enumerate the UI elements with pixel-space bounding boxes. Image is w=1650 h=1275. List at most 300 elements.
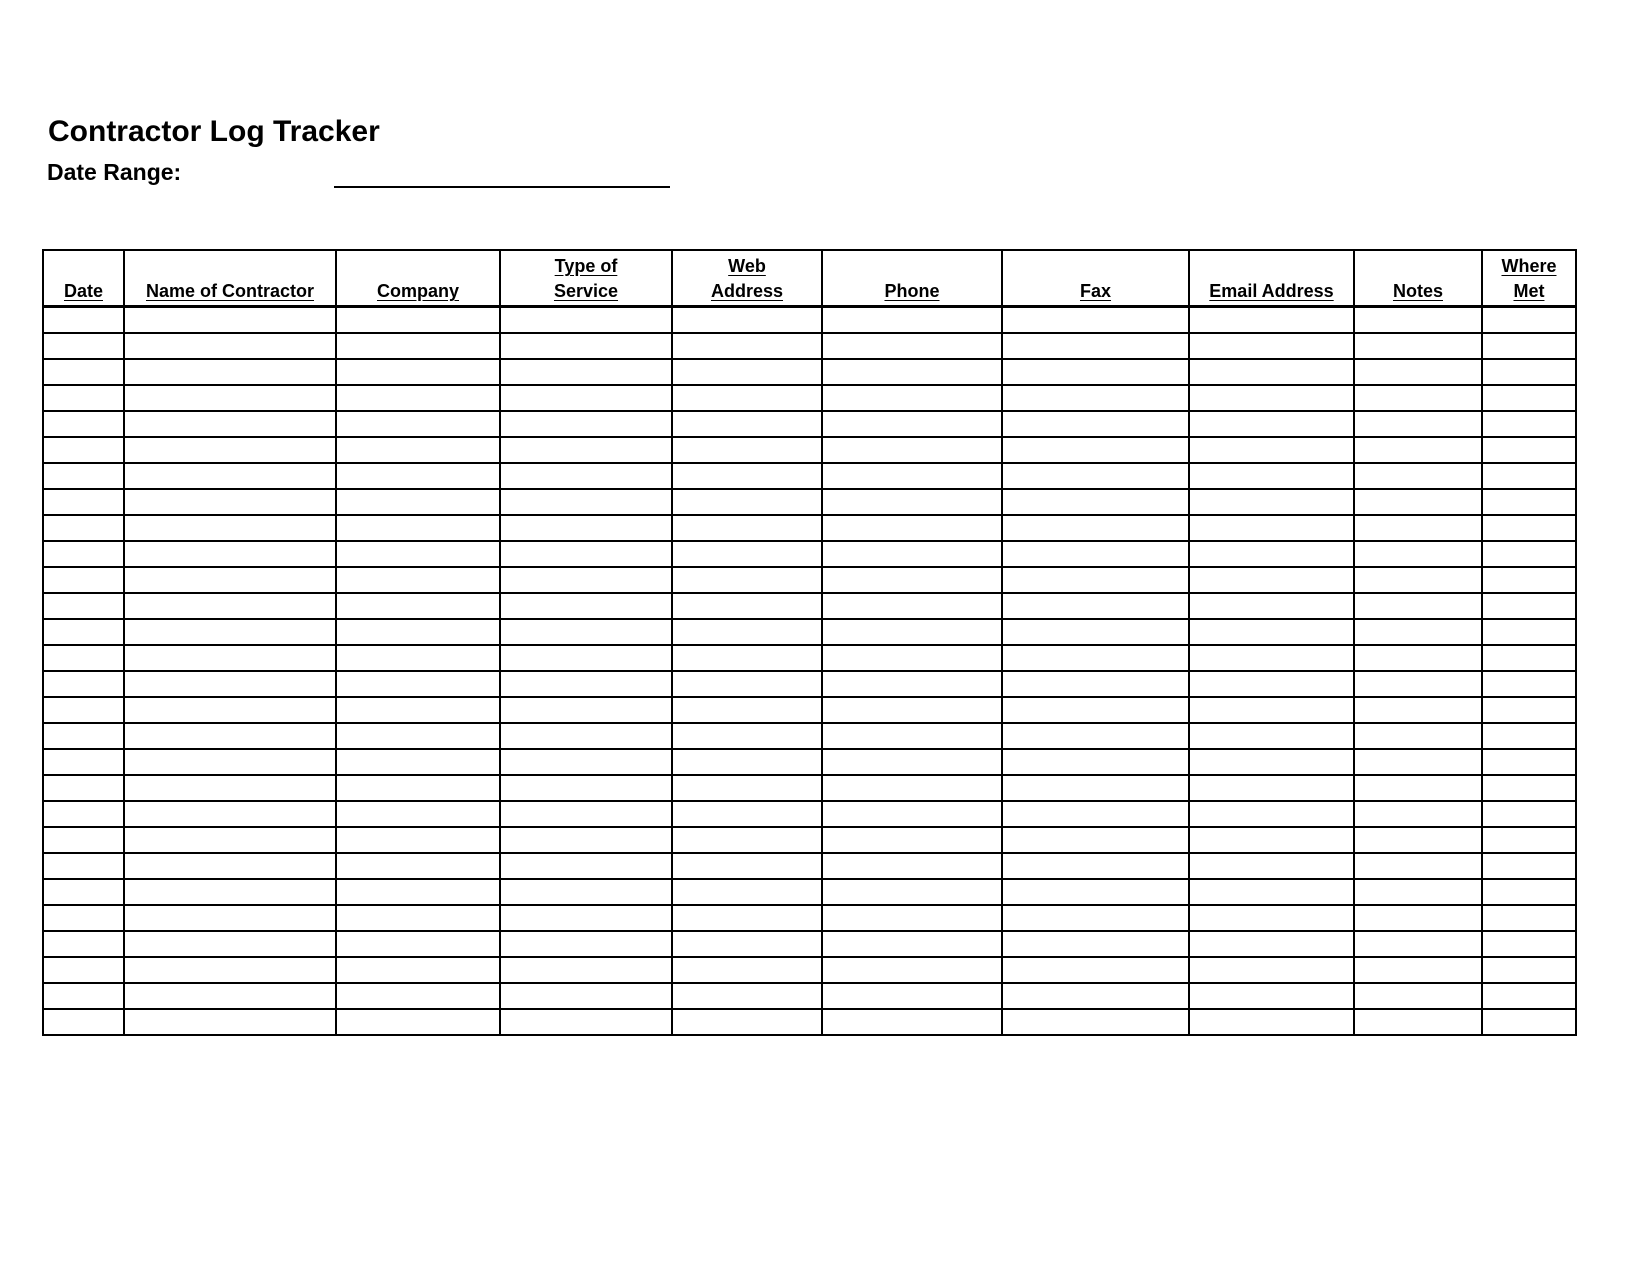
table-cell-email-address[interactable]: [1189, 749, 1354, 775]
table-cell-email-address[interactable]: [1189, 827, 1354, 853]
table-cell-company[interactable]: [336, 385, 500, 411]
table-row: [43, 775, 1576, 801]
table-cell-type-of-service[interactable]: [500, 359, 672, 385]
table-cell-date[interactable]: [43, 411, 124, 437]
table-cell-notes[interactable]: [1354, 723, 1482, 749]
table-cell-notes[interactable]: [1354, 749, 1482, 775]
table-cell-type-of-service[interactable]: [500, 567, 672, 593]
table-cell-notes[interactable]: [1354, 359, 1482, 385]
table-cell-type-of-service[interactable]: [500, 983, 672, 1009]
table-cell-web-address[interactable]: [672, 1009, 822, 1035]
table-cell-where-met[interactable]: [1482, 437, 1576, 463]
table-cell-where-met[interactable]: [1482, 723, 1576, 749]
table-cell-type-of-service[interactable]: [500, 385, 672, 411]
table-cell-email-address[interactable]: [1189, 515, 1354, 541]
table-cell-phone[interactable]: [822, 931, 1002, 957]
table-cell-phone[interactable]: [822, 463, 1002, 489]
table-cell-phone[interactable]: [822, 1009, 1002, 1035]
table-cell-where-met[interactable]: [1482, 515, 1576, 541]
table-cell-email-address[interactable]: [1189, 593, 1354, 619]
table-cell-date[interactable]: [43, 671, 124, 697]
table-cell-email-address[interactable]: [1189, 905, 1354, 931]
table-cell-phone[interactable]: [822, 983, 1002, 1009]
table-cell-company[interactable]: [336, 801, 500, 827]
table-cell-phone[interactable]: [822, 697, 1002, 723]
table-cell-web-address[interactable]: [672, 463, 822, 489]
table-cell-email-address[interactable]: [1189, 333, 1354, 359]
table-cell-where-met[interactable]: [1482, 1009, 1576, 1035]
table-cell-notes[interactable]: [1354, 385, 1482, 411]
table-cell-web-address[interactable]: [672, 359, 822, 385]
table-cell-name-of-contractor[interactable]: [124, 463, 336, 489]
table-cell-company[interactable]: [336, 463, 500, 489]
table-cell-date[interactable]: [43, 359, 124, 385]
table-cell-name-of-contractor[interactable]: [124, 853, 336, 879]
table-cell-company[interactable]: [336, 671, 500, 697]
table-cell-type-of-service[interactable]: [500, 1009, 672, 1035]
table-cell-notes[interactable]: [1354, 957, 1482, 983]
table-cell-fax[interactable]: [1002, 489, 1189, 515]
table-cell-phone[interactable]: [822, 593, 1002, 619]
table-cell-notes[interactable]: [1354, 801, 1482, 827]
table-cell-phone[interactable]: [822, 385, 1002, 411]
table-cell-where-met[interactable]: [1482, 853, 1576, 879]
table-cell-date[interactable]: [43, 853, 124, 879]
table-cell-type-of-service[interactable]: [500, 931, 672, 957]
table-cell-phone[interactable]: [822, 515, 1002, 541]
table-cell-web-address[interactable]: [672, 957, 822, 983]
table-cell-web-address[interactable]: [672, 411, 822, 437]
table-cell-name-of-contractor[interactable]: [124, 827, 336, 853]
table-cell-notes[interactable]: [1354, 983, 1482, 1009]
table-cell-company[interactable]: [336, 619, 500, 645]
table-cell-email-address[interactable]: [1189, 1009, 1354, 1035]
table-cell-email-address[interactable]: [1189, 489, 1354, 515]
table-cell-fax[interactable]: [1002, 463, 1189, 489]
table-row: [43, 567, 1576, 593]
table-cell-web-address[interactable]: [672, 853, 822, 879]
table-cell-company[interactable]: [336, 593, 500, 619]
table-cell-type-of-service[interactable]: [500, 645, 672, 671]
table-cell-type-of-service[interactable]: [500, 593, 672, 619]
table-cell-date[interactable]: [43, 957, 124, 983]
table-cell-name-of-contractor[interactable]: [124, 957, 336, 983]
table-cell-date[interactable]: [43, 619, 124, 645]
column-header-label: Date: [63, 281, 103, 301]
table-cell-fax[interactable]: [1002, 697, 1189, 723]
table-cell-company[interactable]: [336, 879, 500, 905]
table-cell-name-of-contractor[interactable]: [124, 905, 336, 931]
table-cell-company[interactable]: [336, 437, 500, 463]
table-cell-web-address[interactable]: [672, 723, 822, 749]
table-cell-notes[interactable]: [1354, 307, 1482, 334]
table-cell-notes[interactable]: [1354, 931, 1482, 957]
table-cell-email-address[interactable]: [1189, 853, 1354, 879]
table-cell-fax[interactable]: [1002, 437, 1189, 463]
table-cell-company[interactable]: [336, 333, 500, 359]
table-cell-email-address[interactable]: [1189, 411, 1354, 437]
table-cell-company[interactable]: [336, 827, 500, 853]
table-cell-notes[interactable]: [1354, 697, 1482, 723]
table-cell-where-met[interactable]: [1482, 671, 1576, 697]
table-row: [43, 359, 1576, 385]
table-cell-web-address[interactable]: [672, 827, 822, 853]
table-cell-fax[interactable]: [1002, 671, 1189, 697]
table-cell-email-address[interactable]: [1189, 619, 1354, 645]
table-cell-type-of-service[interactable]: [500, 749, 672, 775]
table-cell-phone[interactable]: [822, 359, 1002, 385]
table-cell-type-of-service[interactable]: [500, 957, 672, 983]
table-cell-type-of-service[interactable]: [500, 697, 672, 723]
table-cell-notes[interactable]: [1354, 905, 1482, 931]
table-cell-notes[interactable]: [1354, 879, 1482, 905]
column-header-fax: [1002, 250, 1189, 307]
table-cell-email-address[interactable]: [1189, 567, 1354, 593]
table-cell-name-of-contractor[interactable]: [124, 775, 336, 801]
table-cell-company[interactable]: [336, 359, 500, 385]
table-cell-company[interactable]: [336, 1009, 500, 1035]
date-range-field[interactable]: [334, 186, 670, 188]
table-cell-name-of-contractor[interactable]: [124, 801, 336, 827]
table-cell-phone[interactable]: [822, 437, 1002, 463]
table-cell-name-of-contractor[interactable]: [124, 671, 336, 697]
table-cell-company[interactable]: [336, 775, 500, 801]
table-cell-company[interactable]: [336, 567, 500, 593]
table-cell-email-address[interactable]: [1189, 385, 1354, 411]
table-cell-notes[interactable]: [1354, 541, 1482, 567]
table-cell-date[interactable]: [43, 697, 124, 723]
table-cell-name-of-contractor[interactable]: [124, 645, 336, 671]
table-cell-where-met[interactable]: [1482, 619, 1576, 645]
table-cell-phone[interactable]: [822, 411, 1002, 437]
table-cell-fax[interactable]: [1002, 931, 1189, 957]
table-cell-type-of-service[interactable]: [500, 905, 672, 931]
table-cell-type-of-service[interactable]: [500, 775, 672, 801]
table-cell-notes[interactable]: [1354, 645, 1482, 671]
table-cell-name-of-contractor[interactable]: [124, 879, 336, 905]
table-cell-where-met[interactable]: [1482, 307, 1576, 334]
table-cell-fax[interactable]: [1002, 801, 1189, 827]
table-cell-where-met[interactable]: [1482, 567, 1576, 593]
table-cell-fax[interactable]: [1002, 619, 1189, 645]
table-cell-phone[interactable]: [822, 827, 1002, 853]
table-cell-fax[interactable]: [1002, 983, 1189, 1009]
table-cell-phone[interactable]: [822, 723, 1002, 749]
table-cell-date[interactable]: [43, 749, 124, 775]
table-row: [43, 905, 1576, 931]
table-cell-company[interactable]: [336, 697, 500, 723]
table-cell-type-of-service[interactable]: [500, 333, 672, 359]
table-cell-name-of-contractor[interactable]: [124, 333, 336, 359]
table-cell-notes[interactable]: [1354, 567, 1482, 593]
table-cell-type-of-service[interactable]: [500, 515, 672, 541]
table-cell-type-of-service[interactable]: [500, 723, 672, 749]
table-cell-company[interactable]: [336, 723, 500, 749]
table-cell-fax[interactable]: [1002, 775, 1189, 801]
table-cell-fax[interactable]: [1002, 359, 1189, 385]
table-cell-where-met[interactable]: [1482, 411, 1576, 437]
table-cell-web-address[interactable]: [672, 983, 822, 1009]
table-cell-date[interactable]: [43, 645, 124, 671]
table-cell-notes[interactable]: [1354, 437, 1482, 463]
table-cell-web-address[interactable]: [672, 515, 822, 541]
table-cell-web-address[interactable]: [672, 697, 822, 723]
table-cell-fax[interactable]: [1002, 1009, 1189, 1035]
table-cell-notes[interactable]: [1354, 1009, 1482, 1035]
table-cell-where-met[interactable]: [1482, 983, 1576, 1009]
table-cell-name-of-contractor[interactable]: [124, 593, 336, 619]
table-cell-email-address[interactable]: [1189, 775, 1354, 801]
table-cell-fax[interactable]: [1002, 333, 1189, 359]
table-row: [43, 515, 1576, 541]
table-cell-where-met[interactable]: [1482, 827, 1576, 853]
column-header-name-of-contractor: [124, 250, 336, 307]
table-row: [43, 697, 1576, 723]
table-cell-notes[interactable]: [1354, 853, 1482, 879]
table-cell-fax[interactable]: [1002, 853, 1189, 879]
table-cell-web-address[interactable]: [672, 307, 822, 334]
table-cell-web-address[interactable]: [672, 541, 822, 567]
table-cell-company[interactable]: [336, 411, 500, 437]
table-cell-date[interactable]: [43, 541, 124, 567]
table-cell-email-address[interactable]: [1189, 879, 1354, 905]
table-cell-company[interactable]: [336, 905, 500, 931]
table-cell-fax[interactable]: [1002, 645, 1189, 671]
table-cell-notes[interactable]: [1354, 515, 1482, 541]
table-cell-date[interactable]: [43, 567, 124, 593]
table-row: [43, 489, 1576, 515]
table-cell-notes[interactable]: [1354, 463, 1482, 489]
table-cell-fax[interactable]: [1002, 723, 1189, 749]
table-cell-phone[interactable]: [822, 853, 1002, 879]
table-cell-email-address[interactable]: [1189, 463, 1354, 489]
table-cell-company[interactable]: [336, 853, 500, 879]
table-cell-where-met[interactable]: [1482, 697, 1576, 723]
table-cell-fax[interactable]: [1002, 385, 1189, 411]
table-cell-phone[interactable]: [822, 801, 1002, 827]
table-cell-web-address[interactable]: [672, 801, 822, 827]
table-cell-date[interactable]: [43, 515, 124, 541]
table-cell-email-address[interactable]: [1189, 801, 1354, 827]
table-cell-where-met[interactable]: [1482, 489, 1576, 515]
table-cell-web-address[interactable]: [672, 879, 822, 905]
table-cell-date[interactable]: [43, 905, 124, 931]
table-cell-where-met[interactable]: [1482, 593, 1576, 619]
table-cell-where-met[interactable]: [1482, 749, 1576, 775]
table-row: [43, 931, 1576, 957]
table-cell-fax[interactable]: [1002, 411, 1189, 437]
table-cell-phone[interactable]: [822, 879, 1002, 905]
table-cell-type-of-service[interactable]: [500, 463, 672, 489]
table-cell-web-address[interactable]: [672, 619, 822, 645]
table-cell-name-of-contractor[interactable]: [124, 385, 336, 411]
table-cell-phone[interactable]: [822, 671, 1002, 697]
table-cell-type-of-service[interactable]: [500, 879, 672, 905]
table-cell-where-met[interactable]: [1482, 541, 1576, 567]
table-cell-company[interactable]: [336, 489, 500, 515]
table-cell-web-address[interactable]: [672, 385, 822, 411]
table-cell-fax[interactable]: [1002, 541, 1189, 567]
table-cell-fax[interactable]: [1002, 515, 1189, 541]
table-cell-phone[interactable]: [822, 619, 1002, 645]
table-cell-fax[interactable]: [1002, 567, 1189, 593]
table-cell-company[interactable]: [336, 983, 500, 1009]
table-cell-where-met[interactable]: [1482, 957, 1576, 983]
table-cell-company[interactable]: [336, 931, 500, 957]
table-cell-date[interactable]: [43, 463, 124, 489]
table-cell-where-met[interactable]: [1482, 385, 1576, 411]
table-cell-type-of-service[interactable]: [500, 307, 672, 334]
table-cell-name-of-contractor[interactable]: [124, 619, 336, 645]
table-cell-fax[interactable]: [1002, 879, 1189, 905]
table-cell-where-met[interactable]: [1482, 333, 1576, 359]
table-cell-company[interactable]: [336, 307, 500, 334]
table-cell-name-of-contractor[interactable]: [124, 307, 336, 334]
table-cell-fax[interactable]: [1002, 957, 1189, 983]
table-cell-name-of-contractor[interactable]: [124, 723, 336, 749]
table-cell-date[interactable]: [43, 307, 124, 334]
table-cell-email-address[interactable]: [1189, 983, 1354, 1009]
table-cell-name-of-contractor[interactable]: [124, 541, 336, 567]
table-cell-where-met[interactable]: [1482, 801, 1576, 827]
table-cell-where-met[interactable]: [1482, 463, 1576, 489]
table-cell-name-of-contractor[interactable]: [124, 567, 336, 593]
table-cell-type-of-service[interactable]: [500, 489, 672, 515]
table-cell-fax[interactable]: [1002, 905, 1189, 931]
table-cell-email-address[interactable]: [1189, 307, 1354, 334]
table-cell-fax[interactable]: [1002, 307, 1189, 334]
table-cell-notes[interactable]: [1354, 593, 1482, 619]
table-cell-email-address[interactable]: [1189, 931, 1354, 957]
table-cell-web-address[interactable]: [672, 775, 822, 801]
table-cell-where-met[interactable]: [1482, 359, 1576, 385]
table-cell-email-address[interactable]: [1189, 541, 1354, 567]
table-cell-web-address[interactable]: [672, 671, 822, 697]
table-cell-web-address[interactable]: [672, 593, 822, 619]
table-cell-where-met[interactable]: [1482, 645, 1576, 671]
table-cell-date[interactable]: [43, 775, 124, 801]
table-cell-name-of-contractor[interactable]: [124, 749, 336, 775]
table-cell-name-of-contractor[interactable]: [124, 983, 336, 1009]
table-cell-name-of-contractor[interactable]: [124, 411, 336, 437]
table-cell-notes[interactable]: [1354, 827, 1482, 853]
table-cell-email-address[interactable]: [1189, 437, 1354, 463]
table-cell-notes[interactable]: [1354, 619, 1482, 645]
table-cell-date[interactable]: [43, 801, 124, 827]
table-cell-web-address[interactable]: [672, 931, 822, 957]
table-cell-phone[interactable]: [822, 489, 1002, 515]
table-cell-date[interactable]: [43, 879, 124, 905]
table-cell-date[interactable]: [43, 385, 124, 411]
table-cell-email-address[interactable]: [1189, 957, 1354, 983]
table-cell-company[interactable]: [336, 749, 500, 775]
table-cell-notes[interactable]: [1354, 333, 1482, 359]
table-cell-web-address[interactable]: [672, 905, 822, 931]
table-cell-web-address[interactable]: [672, 437, 822, 463]
table-cell-web-address[interactable]: [672, 333, 822, 359]
table-cell-phone[interactable]: [822, 307, 1002, 334]
table-cell-email-address[interactable]: [1189, 697, 1354, 723]
table-cell-web-address[interactable]: [672, 749, 822, 775]
table-cell-where-met[interactable]: [1482, 879, 1576, 905]
table-cell-date[interactable]: [43, 723, 124, 749]
table-cell-date[interactable]: [43, 489, 124, 515]
table-cell-date[interactable]: [43, 931, 124, 957]
table-cell-type-of-service[interactable]: [500, 671, 672, 697]
column-header-email-address: [1189, 250, 1354, 307]
table-cell-phone[interactable]: [822, 541, 1002, 567]
table-cell-company[interactable]: [336, 541, 500, 567]
contractor-log-table: [42, 249, 1577, 1036]
table-cell-phone[interactable]: [822, 905, 1002, 931]
table-cell-company[interactable]: [336, 515, 500, 541]
column-header-type-of-service: [500, 250, 672, 307]
table-cell-email-address[interactable]: [1189, 671, 1354, 697]
table-cell-web-address[interactable]: [672, 645, 822, 671]
table-cell-name-of-contractor[interactable]: [124, 931, 336, 957]
table-cell-notes[interactable]: [1354, 411, 1482, 437]
table-cell-email-address[interactable]: [1189, 645, 1354, 671]
table-cell-name-of-contractor[interactable]: [124, 489, 336, 515]
table-cell-date[interactable]: [43, 983, 124, 1009]
table-cell-name-of-contractor[interactable]: [124, 1009, 336, 1035]
table-cell-where-met[interactable]: [1482, 931, 1576, 957]
table-cell-notes[interactable]: [1354, 671, 1482, 697]
table-cell-phone[interactable]: [822, 333, 1002, 359]
table-cell-type-of-service[interactable]: [500, 801, 672, 827]
table-cell-date[interactable]: [43, 1009, 124, 1035]
table-cell-fax[interactable]: [1002, 593, 1189, 619]
table-cell-name-of-contractor[interactable]: [124, 437, 336, 463]
table-cell-company[interactable]: [336, 645, 500, 671]
table-cell-type-of-service[interactable]: [500, 437, 672, 463]
table-row: [43, 957, 1576, 983]
table-cell-type-of-service[interactable]: [500, 827, 672, 853]
table-cell-phone[interactable]: [822, 645, 1002, 671]
table-cell-date[interactable]: [43, 593, 124, 619]
table-cell-phone[interactable]: [822, 567, 1002, 593]
table-cell-notes[interactable]: [1354, 489, 1482, 515]
table-cell-name-of-contractor[interactable]: [124, 359, 336, 385]
table-cell-type-of-service[interactable]: [500, 411, 672, 437]
table-cell-email-address[interactable]: [1189, 359, 1354, 385]
table-cell-email-address[interactable]: [1189, 723, 1354, 749]
table-cell-date[interactable]: [43, 333, 124, 359]
table-cell-web-address[interactable]: [672, 489, 822, 515]
column-header-label: Company: [376, 281, 459, 301]
table-cell-where-met[interactable]: [1482, 905, 1576, 931]
table-cell-type-of-service[interactable]: [500, 541, 672, 567]
table-cell-phone[interactable]: [822, 775, 1002, 801]
table-cell-notes[interactable]: [1354, 775, 1482, 801]
table-cell-company[interactable]: [336, 957, 500, 983]
table-cell-fax[interactable]: [1002, 749, 1189, 775]
table-row: [43, 333, 1576, 359]
table-cell-where-met[interactable]: [1482, 775, 1576, 801]
table-cell-phone[interactable]: [822, 749, 1002, 775]
table-cell-phone[interactable]: [822, 957, 1002, 983]
table-row: [43, 541, 1576, 567]
table-cell-date[interactable]: [43, 437, 124, 463]
table-cell-name-of-contractor[interactable]: [124, 515, 336, 541]
table-cell-type-of-service[interactable]: [500, 853, 672, 879]
table-cell-date[interactable]: [43, 827, 124, 853]
table-cell-web-address[interactable]: [672, 567, 822, 593]
table-cell-type-of-service[interactable]: [500, 619, 672, 645]
table-cell-name-of-contractor[interactable]: [124, 697, 336, 723]
table-cell-fax[interactable]: [1002, 827, 1189, 853]
column-header-label: Fax: [1079, 281, 1112, 301]
